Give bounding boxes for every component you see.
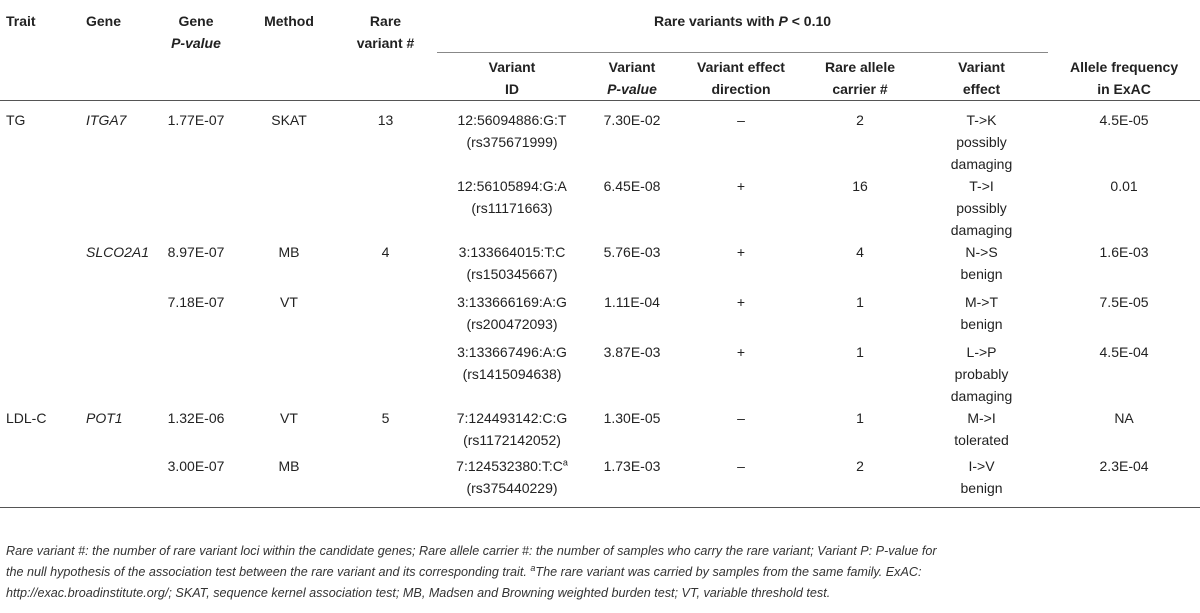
method-cell-text: SKAT [271, 112, 307, 128]
exac-frequency-cell [1048, 101, 1200, 176]
variant-id-cell [437, 101, 587, 176]
exac-frequency-cell-text: 4.5E-05 [1099, 112, 1149, 128]
effect-direction-cell-text: + [736, 178, 746, 194]
exac-frequency-cell [1048, 341, 1200, 407]
carrier-count-cell-text: 16 [852, 178, 868, 194]
effect-direction-cell [677, 341, 805, 407]
effect-change: L->P [966, 344, 997, 360]
header-method: Method [264, 13, 314, 29]
rare-variant-count-cell [334, 175, 437, 241]
gene-pvalue-cell [148, 175, 244, 241]
variant-rsid: (rs1415094638) [462, 366, 562, 382]
effect-change: M->T [964, 294, 999, 310]
method-cell [244, 291, 334, 341]
variant-rsid: (rs375671999) [466, 134, 558, 150]
rare-variant-count-cell [334, 241, 437, 291]
trait-cell-text: LDL-C [6, 410, 47, 426]
table-row [0, 101, 1200, 176]
table-row [0, 241, 1200, 291]
carrier-count-cell-text: 4 [856, 244, 864, 260]
variant-pvalue-cell [587, 291, 677, 341]
header-effect-direction: Variant effect direction [697, 59, 785, 97]
rare-variant-count-cell [334, 407, 437, 455]
carrier-count-cell [805, 341, 915, 407]
gene-pvalue-cell-text: 3.00E-07 [167, 458, 225, 474]
trait-cell-text: TG [6, 112, 26, 128]
exac-frequency-cell [1048, 175, 1200, 241]
gene-cell [66, 101, 148, 176]
variant-pvalue-cell-text: 1.30E-05 [603, 410, 661, 426]
carrier-count-cell [805, 291, 915, 341]
header-empty [1048, 0, 1200, 46]
rare-variant-count-cell-text: 5 [381, 410, 390, 426]
method-cell [244, 407, 334, 455]
table-row [0, 455, 1200, 507]
effect-direction-cell-text: – [737, 112, 745, 128]
rare-variant-count-cell-text: 4 [381, 244, 390, 260]
variant-effect-cell [915, 101, 1048, 176]
carrier-count-cell [805, 455, 915, 507]
variant-pvalue-cell [587, 101, 677, 176]
variant-pvalue-cell [587, 407, 677, 455]
carrier-count-cell-text: 2 [856, 458, 864, 474]
gene-cell [66, 175, 148, 241]
header-row-1 [0, 0, 1200, 46]
table-row [0, 407, 1200, 455]
effect-direction-cell [677, 241, 805, 291]
rare-variant-count-cell [334, 101, 437, 176]
variant-locus: 12:56094886:G:T [457, 112, 567, 128]
effect-change: T->I [969, 178, 994, 194]
trait-cell [0, 101, 66, 176]
carrier-count-cell [805, 101, 915, 176]
variant-pvalue-cell-text: 3.87E-03 [603, 344, 661, 360]
carrier-count-cell [805, 175, 915, 241]
variant-locus: 7:124532380:T:C [456, 458, 563, 474]
gene-pvalue-cell [148, 341, 244, 407]
carrier-count-cell-text: 2 [856, 112, 864, 128]
gene-cell [66, 407, 148, 455]
variant-locus: 12:56105894:G:A [457, 178, 567, 194]
variant-effect-cell [915, 341, 1048, 407]
method-cell [244, 175, 334, 241]
effect-direction-cell-text: – [737, 458, 745, 474]
table-row [0, 341, 1200, 407]
effect-prediction-cont: damaging [950, 156, 1013, 172]
variant-effect-cell [915, 175, 1048, 241]
variant-effect-cell [915, 407, 1048, 455]
gene-cell-text: POT1 [86, 410, 123, 426]
effect-direction-cell [677, 291, 805, 341]
exac-frequency-cell [1048, 455, 1200, 507]
effect-direction-cell-text: + [736, 294, 746, 310]
variant-rsid: (rs150345667) [466, 266, 558, 282]
variant-pvalue-cell-text: 5.76E-03 [603, 244, 661, 260]
exac-frequency-cell-text: 7.5E-05 [1099, 294, 1149, 310]
exac-frequency-cell [1048, 407, 1200, 455]
exac-frequency-cell [1048, 241, 1200, 291]
gene-pvalue-cell [148, 407, 244, 455]
variant-id-cell [437, 291, 587, 341]
table-body [0, 101, 1200, 508]
header-trait: Trait [6, 13, 36, 29]
gene-pvalue-cell [148, 241, 244, 291]
gene-cell-text: SLCO2A1 [86, 244, 150, 260]
trait-cell [0, 175, 66, 241]
effect-prediction: possibly [956, 134, 1007, 150]
variant-pvalue-cell-text: 1.73E-03 [603, 458, 661, 474]
method-cell-text: VT [280, 294, 298, 310]
gene-pvalue-cell [148, 101, 244, 176]
gene-pvalue-cell-text: 7.18E-07 [167, 294, 225, 310]
effect-direction-cell-text: – [737, 410, 745, 426]
gene-cell [66, 241, 148, 291]
method-cell [244, 341, 334, 407]
carrier-count-cell-text: 1 [856, 410, 864, 426]
variant-id-cell [437, 341, 587, 407]
effect-prediction: probably [954, 366, 1009, 382]
method-cell-text: VT [280, 410, 298, 426]
trait-cell [0, 455, 66, 507]
carrier-count-cell-text: 1 [856, 294, 864, 310]
gene-pvalue-cell-text: 1.77E-07 [167, 112, 225, 128]
variant-locus: 3:133664015:T:C [458, 244, 566, 260]
trait-cell [0, 407, 66, 455]
effect-direction-cell [677, 175, 805, 241]
variant-effect-cell [915, 241, 1048, 291]
effect-direction-cell [677, 101, 805, 176]
exac-frequency-cell-text: 2.3E-04 [1099, 458, 1149, 474]
table-footnote: Rare variant #: the number of rare variant loci within the candidate genes; Rare allele carrier #: the number of samples who carry the rare variant; Variant P: P-value for the null hypothesis of the association test between the rare variant and its corresponding trait. $^a$The rare variant was carried by samples from the same family. ExAC: http://exac.broadinstitute.org/; SKAT, sequence kernel association test; MB, Madsen and Browning weighted burden test; VT, variable threshold test. [6, 544, 937, 600]
effect-prediction: benign [960, 480, 1003, 496]
variant-footnote-mark: a [562, 457, 568, 468]
header-variant-pvalue: Variant P-value [607, 59, 657, 97]
gene-pvalue-cell [148, 455, 244, 507]
gene-pvalue-cell-text: 8.97E-07 [167, 244, 225, 260]
rare-variant-count-cell [334, 455, 437, 507]
table-row [0, 175, 1200, 241]
header-exac-frequency: Allele frequency in ExAC [1069, 59, 1179, 97]
trait-cell [0, 291, 66, 341]
gene-cell-text: ITGA7 [86, 112, 127, 128]
header-gene-pvalue: Gene P-value [171, 13, 221, 51]
header-group-rare-variants: Rare variants with P < 0.10 [654, 13, 832, 29]
variant-locus: 3:133666169:A:G [457, 294, 567, 310]
exac-frequency-cell-text: NA [1114, 410, 1134, 426]
exac-frequency-cell-text: 0.01 [1110, 178, 1138, 194]
header-rare-variant-count: Rare variant # [356, 13, 415, 51]
effect-change: I->V [968, 458, 995, 474]
exac-frequency-cell [1048, 291, 1200, 341]
trait-cell [0, 241, 66, 291]
variant-id-cell [437, 175, 587, 241]
variant-rsid: (rs375440229) [466, 480, 558, 496]
variant-pvalue-cell-text: 7.30E-02 [603, 112, 661, 128]
variant-id-cell [437, 241, 587, 291]
variant-rsid: (rs11171663) [471, 200, 553, 216]
effect-direction-cell-text: + [736, 344, 746, 360]
variant-locus: 3:133667496:A:G [457, 344, 567, 360]
variant-pvalue-cell [587, 175, 677, 241]
effect-prediction-cont: damaging [950, 388, 1013, 404]
variant-pvalue-cell-text: 1.11E-04 [604, 294, 660, 310]
carrier-count-cell [805, 407, 915, 455]
variant-id-cell [437, 455, 587, 507]
gene-pvalue-cell [148, 291, 244, 341]
rare-variant-count-cell [334, 341, 437, 407]
effect-prediction: benign [960, 266, 1003, 282]
method-cell [244, 241, 334, 291]
variant-effect-cell [915, 455, 1048, 507]
variant-id-cell [437, 407, 587, 455]
exac-frequency-cell-text: 1.6E-03 [1099, 244, 1149, 260]
variant-pvalue-cell [587, 455, 677, 507]
effect-direction-cell [677, 407, 805, 455]
variant-rsid: (rs1172142052) [463, 432, 561, 448]
rare-variant-count-cell [334, 291, 437, 341]
effect-direction-cell [677, 455, 805, 507]
variant-rsid: (rs200472093) [466, 316, 558, 332]
variant-locus: 7:124493142:C:G [456, 410, 568, 426]
gene-pvalue-cell-text: 1.32E-06 [167, 410, 225, 426]
effect-direction-cell-text: + [736, 244, 746, 260]
variant-pvalue-cell-text: 6.45E-08 [603, 178, 661, 194]
rare-variant-count-cell-text: 13 [377, 112, 394, 128]
exac-frequency-cell-text: 4.5E-04 [1099, 344, 1149, 360]
effect-prediction: possibly [956, 200, 1007, 216]
method-cell-text: MB [278, 458, 300, 474]
header-variant-id: Variant ID [488, 59, 536, 97]
carrier-count-cell-text: 1 [856, 344, 864, 360]
effect-change: T->K [966, 112, 997, 128]
effect-prediction: benign [960, 316, 1003, 332]
header-gene: Gene [86, 13, 122, 29]
method-cell [244, 101, 334, 176]
header-carrier-count: Rare allele carrier # [824, 59, 896, 97]
header-variant-effect: Variant effect [958, 59, 1005, 97]
effect-change: N->S [965, 244, 998, 260]
gene-cell [66, 455, 148, 507]
variant-pvalue-cell [587, 241, 677, 291]
effect-prediction-cont: damaging [950, 222, 1013, 238]
gene-cell [66, 291, 148, 341]
trait-cell [0, 341, 66, 407]
gene-cell [66, 341, 148, 407]
carrier-count-cell [805, 241, 915, 291]
variant-effect-cell [915, 291, 1048, 341]
variant-pvalue-cell [587, 341, 677, 407]
table-row [0, 291, 1200, 341]
method-cell [244, 455, 334, 507]
effect-prediction: tolerated [954, 432, 1009, 448]
method-cell-text: MB [278, 244, 300, 260]
effect-change: M->I [967, 410, 996, 426]
